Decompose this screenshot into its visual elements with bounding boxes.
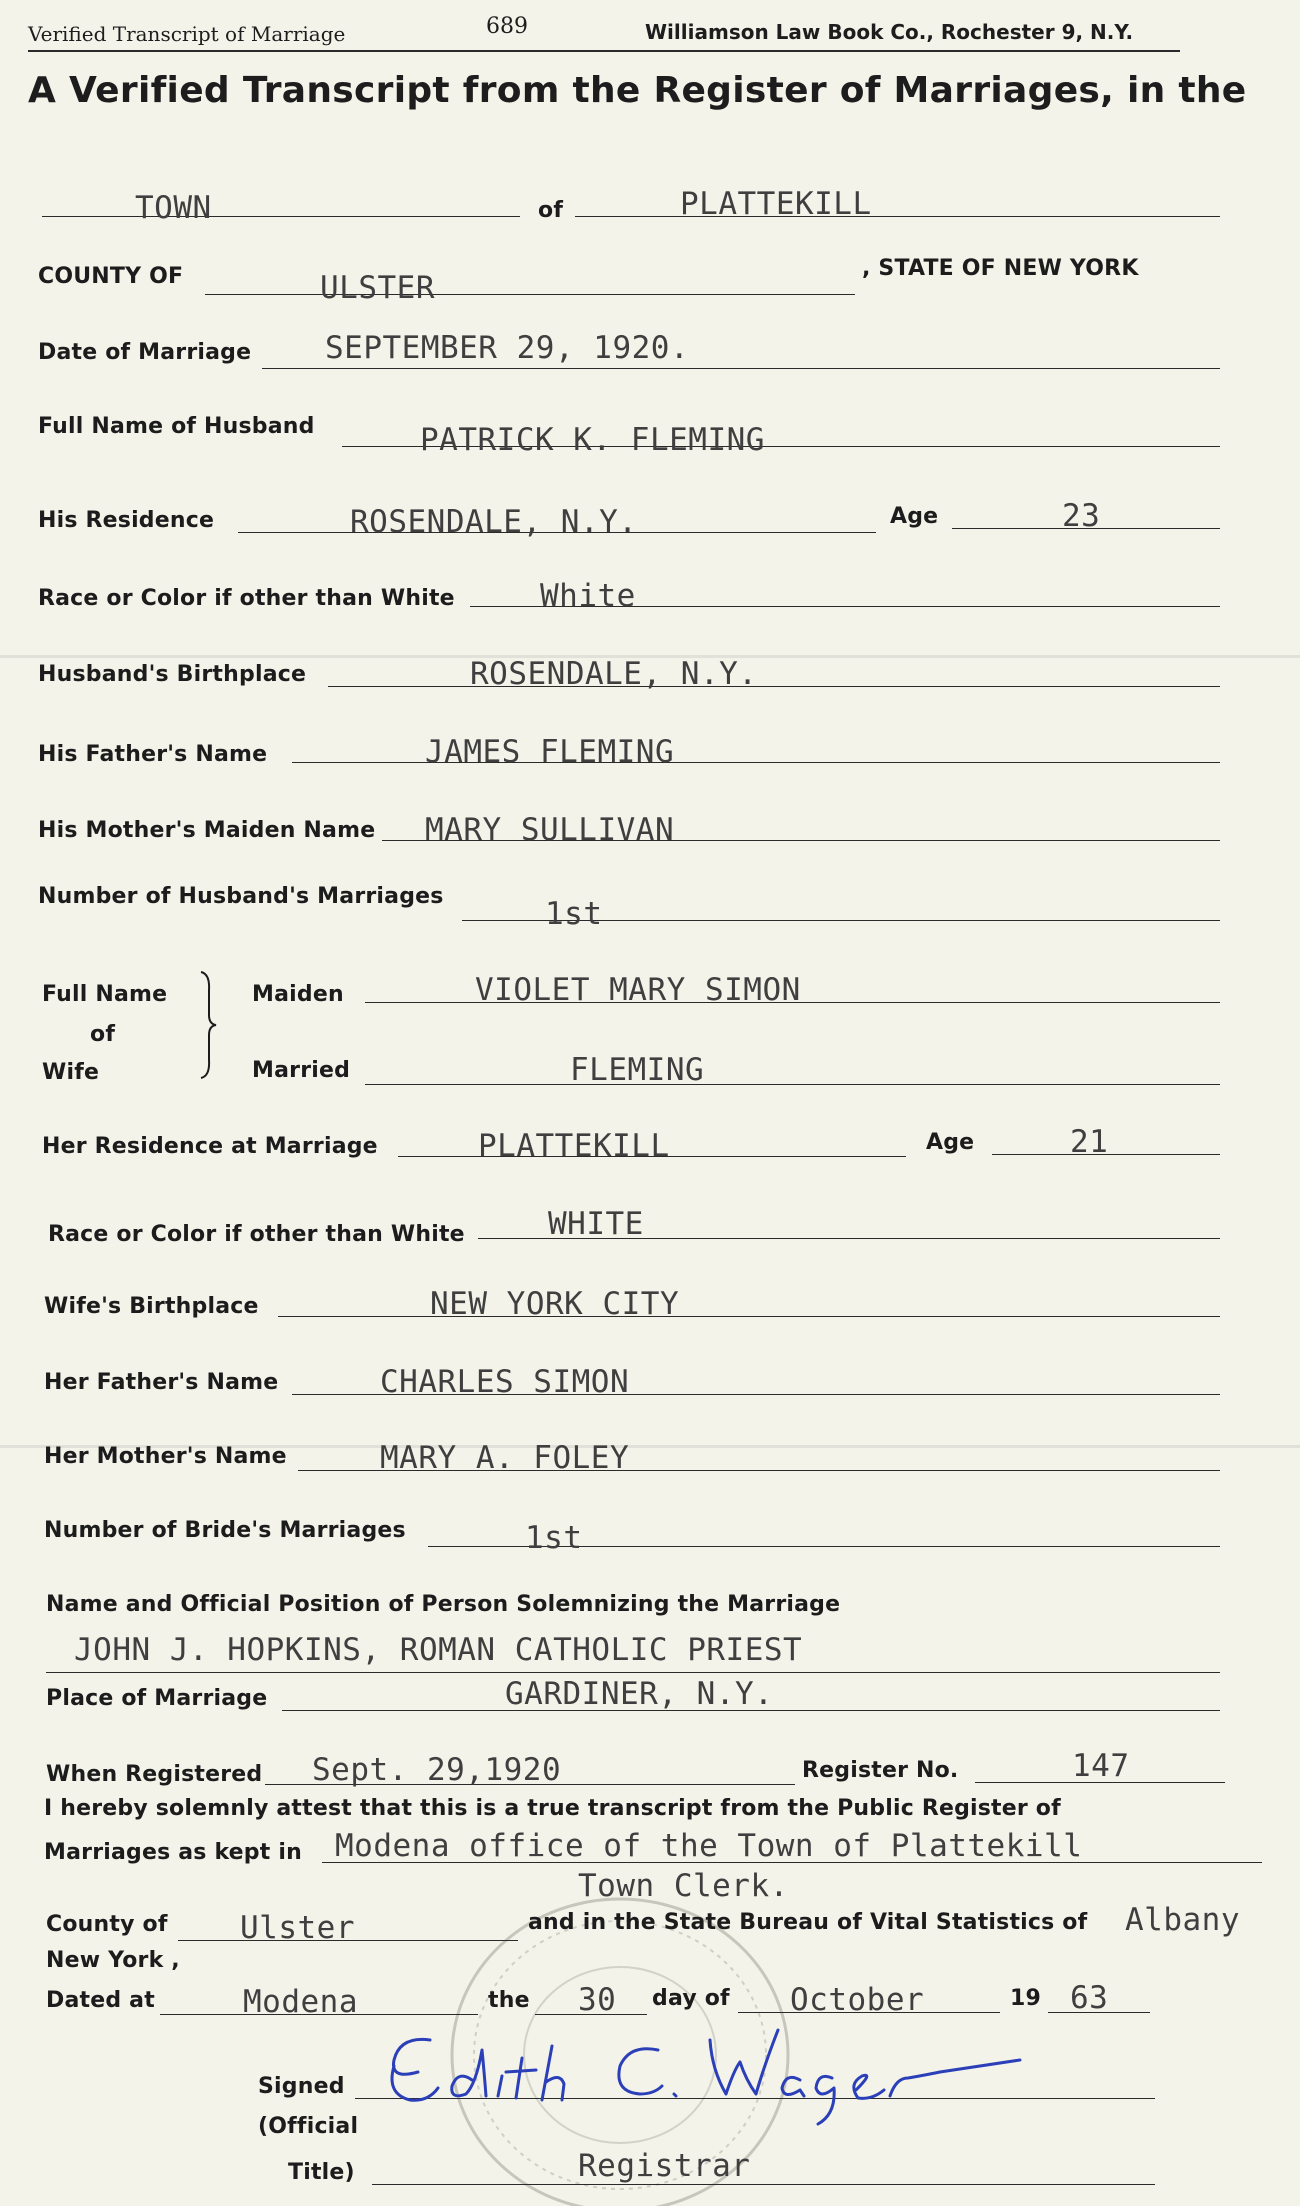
solemnizer-label: Name and Official Position of Person Solemnizing the Marriage [46, 1592, 841, 1617]
header-rule [28, 50, 1180, 52]
wife-birthplace-label: Wife's Birthplace [44, 1294, 259, 1319]
her-mother-label: Her Mother's Name [44, 1444, 287, 1469]
race-husband-value: White [540, 578, 636, 614]
his-father-label: His Father's Name [38, 742, 268, 767]
day-of-label: day of [652, 1986, 730, 2011]
wife-age-value: 21 [1070, 1124, 1109, 1160]
solemnizer-value: JOHN J. HOPKINS, ROMAN CATHOLIC PRIEST [74, 1632, 803, 1668]
signature-image [380, 2010, 1040, 2130]
bride-marriages-value: 1st [525, 1520, 583, 1556]
his-mother-value: MARY SULLIVAN [425, 812, 675, 848]
her-father-value: CHARLES SIMON [380, 1364, 630, 1400]
his-father-value: JAMES FLEMING [425, 734, 675, 770]
husband-name-label: Full Name of Husband [38, 414, 315, 439]
form-number: 689 [486, 14, 528, 39]
county-lower-value: Ulster [240, 1910, 355, 1946]
attest-text: I hereby solemnly attest that this is a true transcript from the Public Register of [44, 1796, 1061, 1821]
dated-at-label: Dated at [46, 1988, 155, 2013]
date-of-marriage-line [262, 368, 1220, 369]
husband-birthplace-line [328, 686, 1220, 687]
her-residence-value: PLATTEKILL [478, 1128, 670, 1164]
year-suffix-value: 63 [1070, 1980, 1109, 2016]
wife-maiden-value: VIOLET MARY SIMON [475, 972, 801, 1008]
bride-marriages-label: Number of Bride's Marriages [44, 1518, 406, 1543]
state-label: , STATE OF NEW YORK [862, 256, 1139, 281]
municipality-type-line [42, 216, 520, 217]
official-title-value: Registrar [578, 2148, 751, 2184]
form-name: Verified Transcript of Marriage [28, 22, 346, 46]
register-no-label: Register No. [802, 1758, 959, 1783]
full-name-label: Full Name [42, 982, 168, 1007]
wife-birthplace-value: NEW YORK CITY [430, 1286, 680, 1322]
her-residence-label: Her Residence at Marriage [42, 1134, 378, 1159]
publisher: Williamson Law Book Co., Rochester 9, N.Y. [645, 20, 1134, 44]
county-line [205, 294, 855, 295]
his-mother-label: His Mother's Maiden Name [38, 818, 376, 843]
wife-age-label: Age [926, 1130, 975, 1155]
municipality-line [575, 216, 1220, 217]
place-of-marriage-value: GARDINER, N.Y. [505, 1676, 774, 1712]
her-mother-value: MARY A. FOLEY [380, 1440, 630, 1476]
husband-age-label: Age [890, 504, 939, 529]
wife-married-value: FLEMING [570, 1052, 705, 1088]
race-wife-label: Race or Color if other than White [48, 1222, 465, 1247]
dated-at-value: Modena [243, 1984, 358, 2020]
title-label: Title) [288, 2160, 355, 2185]
marriages-kept-label: Marriages as kept in [44, 1840, 302, 1865]
official-label: (Official [258, 2114, 359, 2139]
husband-marriages-label: Number of Husband's Marriages [38, 884, 444, 909]
state-bureau-label: and in the State Bureau of Vital Statistics of [528, 1910, 1088, 1935]
husband-birthplace-value: ROSENDALE, N.Y. [470, 656, 758, 692]
register-no-value: 147 [1072, 1748, 1130, 1784]
wife-birthplace-line [278, 1316, 1220, 1317]
month-value: October [790, 1982, 925, 2018]
race-husband-label: Race or Color if other than White [38, 586, 455, 611]
kept-in-value-2: Town Clerk. [578, 1868, 789, 1904]
husband-marriages-value: 1st [545, 896, 603, 932]
his-residence-value: ROSENDALE, N.Y. [350, 504, 638, 540]
of-label: of [538, 198, 564, 223]
when-registered-label: When Registered [46, 1762, 263, 1787]
document-title: A Verified Transcript from the Register of Marriages, in the [28, 70, 1247, 111]
solemnizer-line [46, 1672, 1220, 1673]
date-of-marriage-value: SEPTEMBER 29, 1920. [325, 330, 690, 366]
municipality-value: PLATTEKILL [680, 186, 872, 222]
county-label: COUNTY OF [38, 264, 184, 289]
place-of-marriage-label: Place of Marriage [46, 1686, 268, 1711]
maiden-label: Maiden [252, 982, 344, 1007]
municipality-type-value: TOWN [135, 190, 212, 226]
state-bureau-city-value: Albany [1125, 1902, 1240, 1938]
new-york-label: New York , [46, 1948, 180, 1973]
husband-age-value: 23 [1062, 498, 1101, 534]
married-label: Married [252, 1058, 351, 1083]
county-value: ULSTER [320, 270, 435, 306]
husband-birthplace-label: Husband's Birthplace [38, 662, 307, 687]
official-title-line [372, 2184, 1155, 2185]
wife-label: Wife [42, 1060, 100, 1085]
husband-name-value: PATRICK K. FLEMING [420, 422, 765, 458]
date-of-marriage-label: Date of Marriage [38, 340, 252, 365]
century-label: 19 [1010, 1986, 1042, 2011]
race-wife-value: WHITE [548, 1206, 644, 1242]
the-label: the [488, 1988, 530, 2013]
brace-icon [198, 970, 218, 1080]
day-value: 30 [578, 1982, 617, 2018]
his-residence-label: His Residence [38, 508, 215, 533]
when-registered-value: Sept. 29,1920 [312, 1752, 562, 1788]
kept-in-value: Modena office of the Town of Plattekill [335, 1828, 1083, 1864]
wife-married-line [365, 1084, 1220, 1085]
her-father-label: Her Father's Name [44, 1370, 279, 1395]
county-of-label: County of [46, 1912, 168, 1937]
signed-label: Signed [258, 2074, 345, 2099]
of-wife-label: of [90, 1022, 116, 1047]
